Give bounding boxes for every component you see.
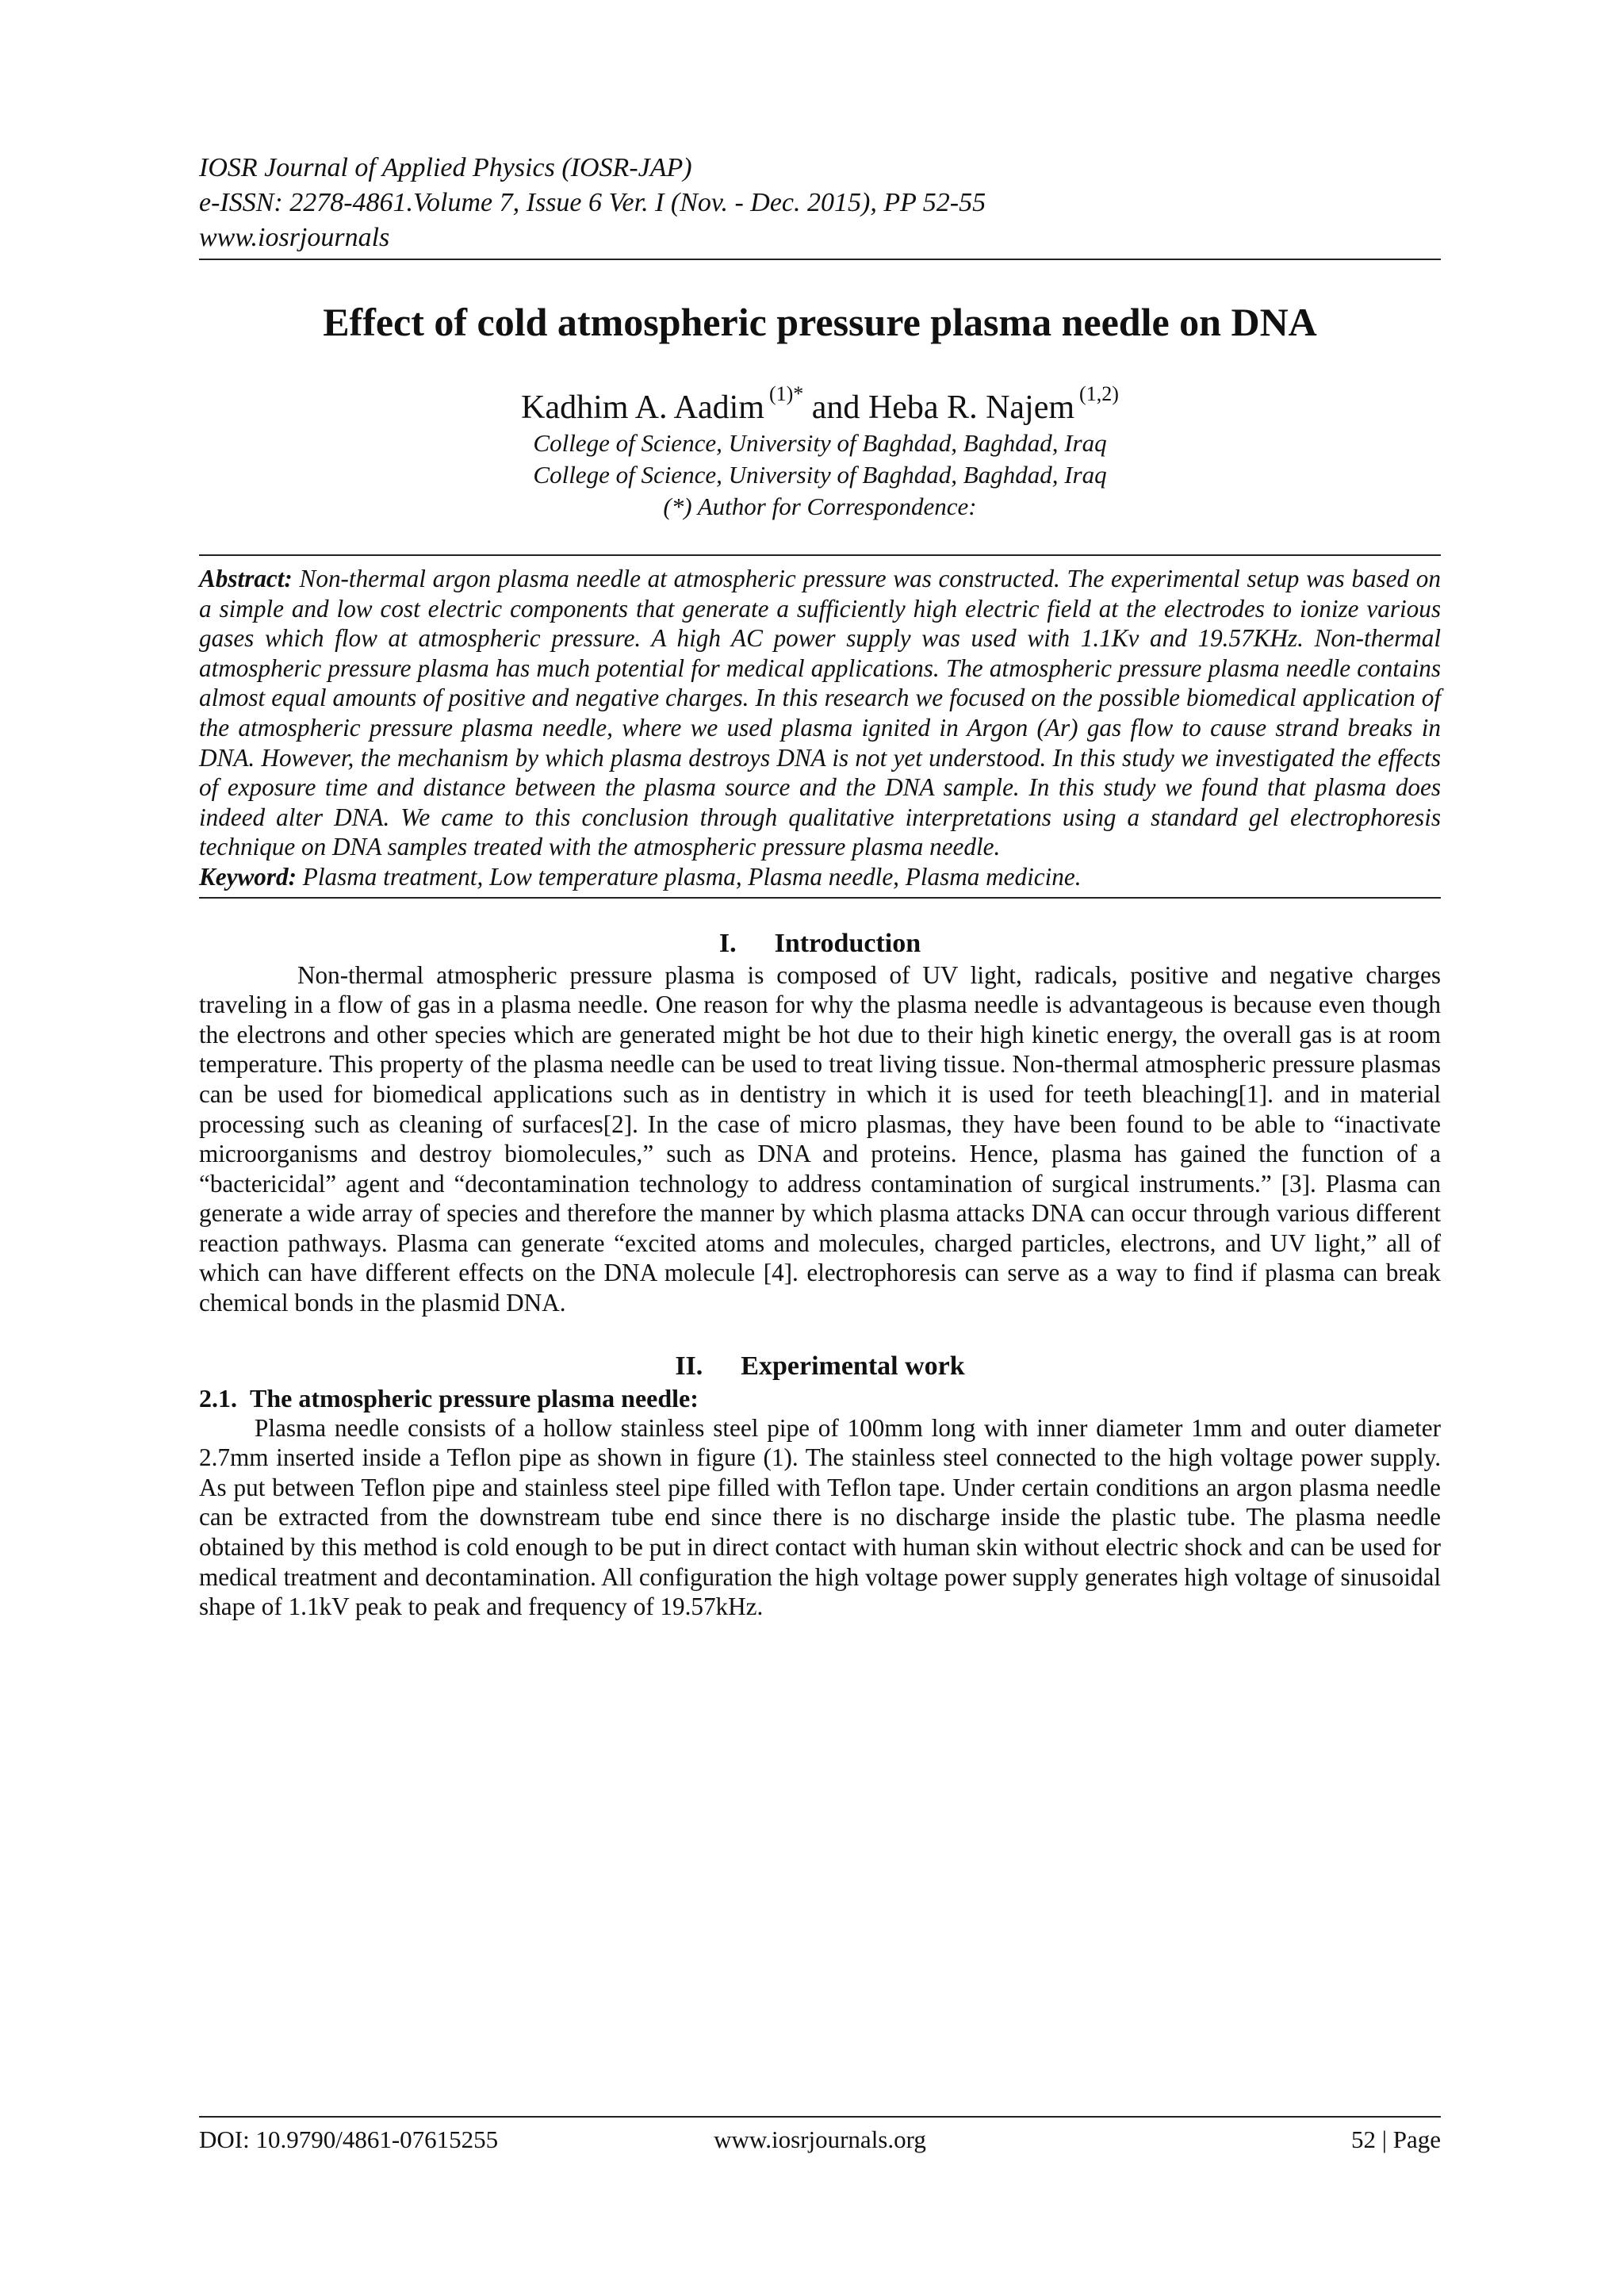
keyword-list: Plasma treatment, Low temperature plasma, Plasma needle, Plasma medicine. (302, 862, 1082, 891)
introduction-paragraph: Non-thermal atmospheric pressure plasma is composed of UV light, radicals, positive and negative charges traveling in a flow of gas in a plasma needle. One reason for why the plasma needle is advantageous is because even though the electrons and other species which are generated might be hot due to their high kinetic energy, the overall gas is at room temperature. This property of the plasma needle can be used to treat living tissue. Non-thermal atmospheric pressure plasmas can be used for biomedical applications such as in dentistry in which it is used for teeth bleaching[1]. and in material processing such as cleaning of surfaces[2]. In the case of micro plasmas, they have been found to be able to “inactivate microorganisms and destroy biomolecules,” such as DNA and proteins. Hence, plasma has gained the function of a “bactericidal” agent and “decontamination technology to address contamination of surgical instruments.” [3]. Plasma can generate a wide array of species and therefore the manner by which plasma attacks DNA can occur through various different reaction pathways. Plasma can generate “excited atoms and molecules, charged particles, electrons, and UV light,” all of which can have different effects on the DNA molecule [4]. electrophoresis can serve as a way to find if plasma can break chemical bonds in the plasmid DNA. (199, 960, 1441, 1317)
page-number: 52 | Page (1351, 2125, 1441, 2153)
page (199, 151, 1441, 2229)
subsection-heading (199, 1383, 1441, 1413)
paper-title: Effect of cold atmospheric pressure plasma needle on DNA (323, 300, 1317, 344)
keywords (199, 862, 1441, 892)
author-name: Kadhim A. Aadim (521, 389, 764, 426)
section-number: I. (718, 928, 737, 958)
subsection-title: The atmospheric pressure plasma needle: (250, 1383, 699, 1412)
section-title: Introduction (774, 928, 921, 958)
affiliation: College of Science, University of Baghdad, Baghdad, Iraq (533, 429, 1107, 457)
author-conjunction: and (811, 389, 860, 426)
issn-line: e-ISSN: 2278-4861.Volume 7, Issue 6 Ver. I (Nov. - Dec. 2015), PP 52-55 (199, 188, 986, 217)
author-affiliation-marker: (1,2) (1079, 382, 1119, 405)
footer-website: www.iosrjournals.org (714, 2125, 926, 2153)
page-footer (199, 2116, 1441, 2153)
abstract-block (199, 554, 1441, 899)
header-divider (199, 259, 1441, 260)
section-title: Experimental work (741, 1351, 965, 1381)
abstract-label: Abstract: (199, 565, 293, 592)
author-line (199, 374, 1441, 427)
running-head (199, 151, 1441, 255)
keyword-label: Keyword: (199, 862, 297, 891)
doi: DOI: 10.9790/4861-07615255 (199, 2125, 499, 2153)
section-heading-introduction (199, 927, 1441, 960)
affiliation: College of Science, University of Baghdad, Baghdad, Iraq (533, 461, 1107, 489)
section-heading-experimental (199, 1350, 1441, 1383)
author-name: Heba R. Najem (868, 389, 1075, 426)
section-number: II. (675, 1351, 703, 1381)
experimental-paragraph: Plasma needle consists of a hollow stainless steel pipe of 100mm long with inner diameter 1mm and outer diameter 2.7mm inserted inside a Teflon pipe as shown in figure (1). The stainless steel connected to the high voltage power supply. As put between Teflon pipe and stainless steel pipe filled with Teflon tape. Under certain conditions an argon plasma needle can be extracted from the downstream tube end since there is no discharge inside the plastic tube. The plasma needle obtained by this method is cold enough to be put in direct contact with human skin without electric shock and can be used for medical treatment and decontamination. All configuration the high voltage power supply generates high voltage of sinusoidal shape of 1.1kV peak to peak and frequency of 19.57kHz. (199, 1413, 1441, 1621)
author-affiliation-marker: (1)* (768, 382, 804, 405)
abstract-text: Non-thermal argon plasma needle at atmospheric pressure was constructed. The experimental setup was based on a simple and low cost electric components that generate a sufficiently high electric field at the electrodes to ionize various gases which flow at atmospheric pressure. A high AC power supply was used with 1.1Kv and 19.57KHz. Non-thermal atmospheric pressure plasma has much potential for medical applications. The atmospheric pressure plasma needle contains almost equal amounts of positive and negative charges. In this research we focused on the possible biomedical application of the atmospheric pressure plasma needle, where we used plasma ignited in Argon (Ar) gas flow to cause strand breaks in DNA. However, the mechanism by which plasma destroys DNA is not yet understood. In this study we investigated the effects of exposure time and distance between the plasma source and the DNA sample. In this study we found that plasma does indeed alter DNA. We came to this conclusion through qualitative interpretations using a standard gel electrophoresis technique on DNA samples treated with the atmospheric pressure plasma needle. (199, 565, 1441, 861)
correspondence-note: (*) Author for Correspondence: (663, 493, 977, 520)
abstract (199, 564, 1441, 862)
journal-name: IOSR Journal of Applied Physics (IOSR-JAP) (199, 153, 692, 182)
subsection-number: 2.1. (199, 1383, 237, 1412)
journal-website: www.iosrjournals (199, 223, 390, 252)
